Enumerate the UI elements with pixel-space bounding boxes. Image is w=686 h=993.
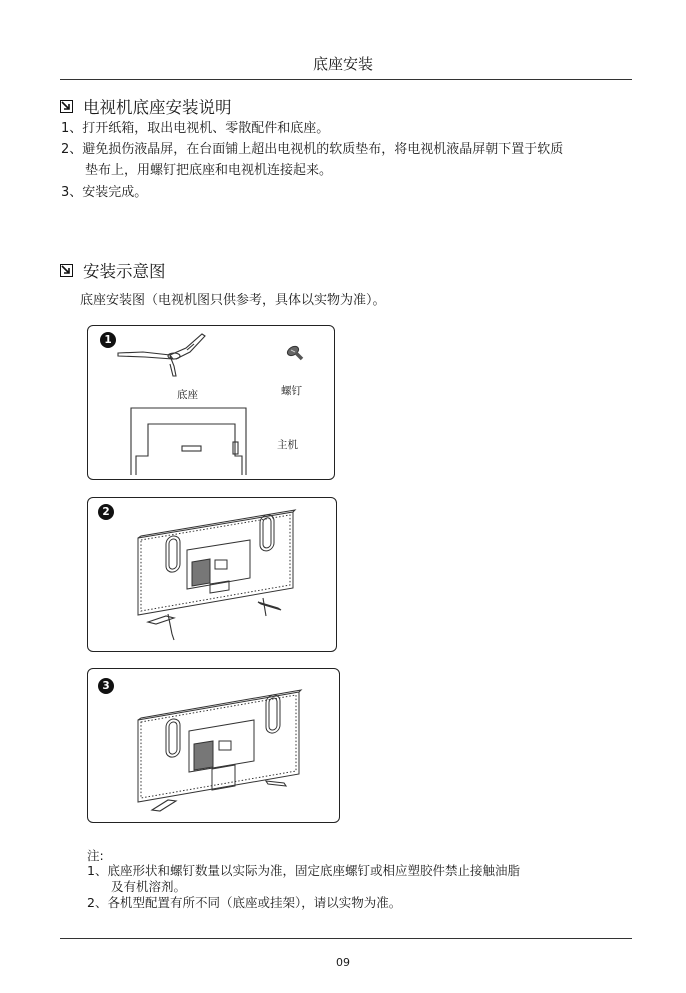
section-heading-diagram <box>60 258 166 282</box>
figure-1-number: 1 <box>100 332 116 348</box>
header-rule <box>60 79 632 80</box>
step-2-continued: 垫布上，用螺钉把底座和电视机连接起来。 <box>85 163 333 178</box>
footer-rule <box>60 938 632 939</box>
figure-1-panel <box>87 325 335 480</box>
stand-drawing <box>148 598 281 640</box>
section-heading-text: 安装示意图 <box>83 262 166 281</box>
tv-back-drawing <box>138 510 295 615</box>
tv-outline-drawing <box>131 408 246 475</box>
note-1: 1、底座形状和螺钉数量以实际为准，固定底座螺钉或相应塑胶件禁止接触油脂 <box>87 863 520 878</box>
step-2: 2、避免损伤液晶屏，在台面铺上超出电视机的软质垫布，将电视机液晶屏朝下置于软质 <box>61 142 564 157</box>
step-3: 3、安装完成。 <box>61 185 148 200</box>
figure-3-panel <box>87 668 340 823</box>
page-title: 底座安装 <box>312 55 373 73</box>
figure-3-number: 3 <box>98 678 114 694</box>
arrow-box-icon <box>60 264 73 277</box>
stand-drawing <box>118 334 205 376</box>
figure-3-illustration <box>88 669 338 821</box>
section-heading-text: 电视机底座安装说明 <box>83 98 232 117</box>
page-number: 09 <box>336 956 350 969</box>
notes-title: 注: <box>87 848 104 863</box>
step-1: 1、打开纸箱，取出电视机、零散配件和底座。 <box>61 121 330 136</box>
figure-2-illustration <box>88 498 335 650</box>
diagram-caption: 底座安装图（电视机图只供参考，具体以实物为准）。 <box>80 293 386 308</box>
note-2: 2、各机型配置有所不同（底座或挂架），请以实物为准。 <box>87 895 402 910</box>
section-heading-instructions <box>60 94 232 118</box>
arrow-box-icon <box>60 100 73 113</box>
stand-label: 底座 <box>177 389 198 401</box>
tv-label: 主机 <box>277 439 298 451</box>
note-1-continued: 及有机溶剂。 <box>111 879 187 894</box>
screw-drawing <box>286 345 302 359</box>
figure-1-illustration <box>88 326 333 478</box>
screw-label: 螺钉 <box>281 385 302 397</box>
figure-2-number: 2 <box>98 504 114 520</box>
figure-2-panel <box>87 497 337 652</box>
